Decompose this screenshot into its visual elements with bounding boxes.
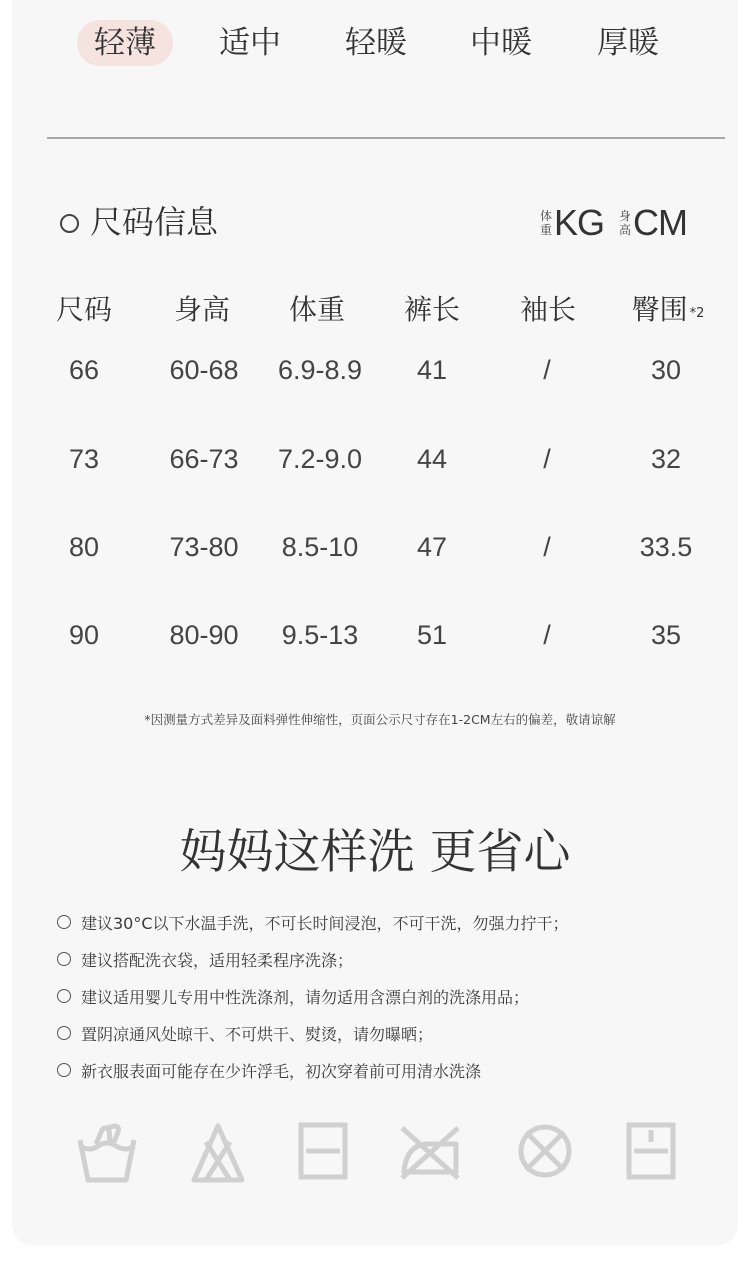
hand-wash-icon [76, 1122, 138, 1184]
wash-title: 妈妈这样洗 更省心 [179, 825, 571, 880]
table-cell: 7.2-9.0 [277, 444, 363, 474]
height-label-top: 身 [619, 209, 632, 223]
circle-bullet-icon [57, 989, 71, 1003]
height-label-bottom: 高 [619, 223, 632, 237]
circle-bullet-icon [57, 1026, 71, 1040]
wash-item-text: 建议适用婴儿专用中性洗涤剂，请勿适用含漂白剂的洗涤用品； [81, 987, 530, 1007]
drip-dry-shade-icon [626, 1122, 676, 1180]
weight-label-top: 体 [540, 209, 553, 223]
product-detail-card [12, 0, 738, 1246]
size-section-title: 尺码信息 [90, 203, 219, 241]
no-dry-clean-icon [516, 1122, 574, 1180]
wash-item-text: 建议搭配洗衣袋，适用轻柔程序洗涤； [81, 950, 354, 970]
wash-item-text: 建议30°C以下水温手洗，不可长时间浸泡，不可干洗，勿强力拧干； [81, 913, 569, 933]
header-hip-suffix: *2 [689, 306, 705, 321]
tab-thick-warm[interactable]: 厚暖 [597, 25, 659, 61]
table-cell: / [543, 620, 551, 650]
no-iron-icon [398, 1122, 462, 1180]
circle-bullet-icon [60, 214, 79, 233]
list-item [57, 910, 569, 934]
table-cell: 80 [68, 532, 100, 562]
height-unit [619, 203, 687, 243]
table-cell: 47 [416, 532, 448, 562]
table-cell: 80-90 [169, 620, 239, 650]
weight-unit [540, 203, 604, 243]
list-item [57, 1058, 481, 1082]
wash-item-text: 置阴凉通风处晾干、不可烘干、熨烫，请勿曝晒； [81, 1024, 434, 1044]
table-cell: 33.5 [639, 532, 693, 562]
weight-label-bottom: 重 [540, 223, 553, 237]
table-cell: 32 [650, 444, 682, 474]
header-weight: 体重 [288, 293, 345, 326]
table-cell: / [543, 444, 551, 474]
table-cell: 51 [416, 620, 448, 650]
table-cell: 30 [650, 355, 682, 385]
header-sleeve-length: 袖长 [519, 293, 576, 326]
table-cell: 35 [650, 620, 682, 650]
wash-item-text: 新衣服表面可能存在少许浮毛，初次穿着前可用清水洗涤 [81, 1061, 482, 1081]
tab-light[interactable]: 轻薄 [77, 20, 173, 66]
table-cell: 66 [68, 355, 100, 385]
table-cell: 60-68 [169, 355, 239, 385]
table-cell: 6.9-8.9 [277, 355, 363, 385]
header-size: 尺码 [55, 293, 112, 326]
circle-bullet-icon [57, 1063, 71, 1077]
flat-dry-icon [298, 1122, 348, 1180]
table-cell: 9.5-13 [281, 620, 359, 650]
tabs-divider [47, 137, 725, 139]
header-height: 身高 [173, 293, 230, 326]
table-cell: / [543, 532, 551, 562]
table-cell: 66-73 [169, 444, 239, 474]
tab-light-warm[interactable]: 轻暖 [345, 25, 407, 61]
table-cell: / [543, 355, 551, 385]
tab-medium[interactable]: 适中 [219, 25, 281, 61]
no-bleach-icon [190, 1122, 246, 1184]
table-cell: 73 [68, 444, 100, 474]
header-hip [603, 292, 733, 328]
weight-unit-text: KG [554, 202, 605, 243]
circle-bullet-icon [57, 915, 71, 929]
header-hip-label: 臀围 [631, 293, 688, 326]
table-cell: 90 [68, 620, 100, 650]
header-pants-length: 裤长 [403, 293, 460, 326]
circle-bullet-icon [57, 952, 71, 966]
height-unit-text: CM [633, 202, 688, 243]
table-cell: 8.5-10 [281, 532, 359, 562]
tab-mid-warm[interactable]: 中暖 [470, 25, 532, 61]
size-note: *因测量方式差异及面料弹性伸缩性，页面公示尺寸存在1-2CM左右的偏差，敬请谅解 [144, 712, 616, 727]
list-item [57, 947, 353, 971]
list-item [57, 1021, 433, 1045]
table-cell: 73-80 [169, 532, 239, 562]
list-item [57, 984, 529, 1008]
table-cell: 44 [416, 444, 448, 474]
table-cell: 41 [416, 355, 448, 385]
